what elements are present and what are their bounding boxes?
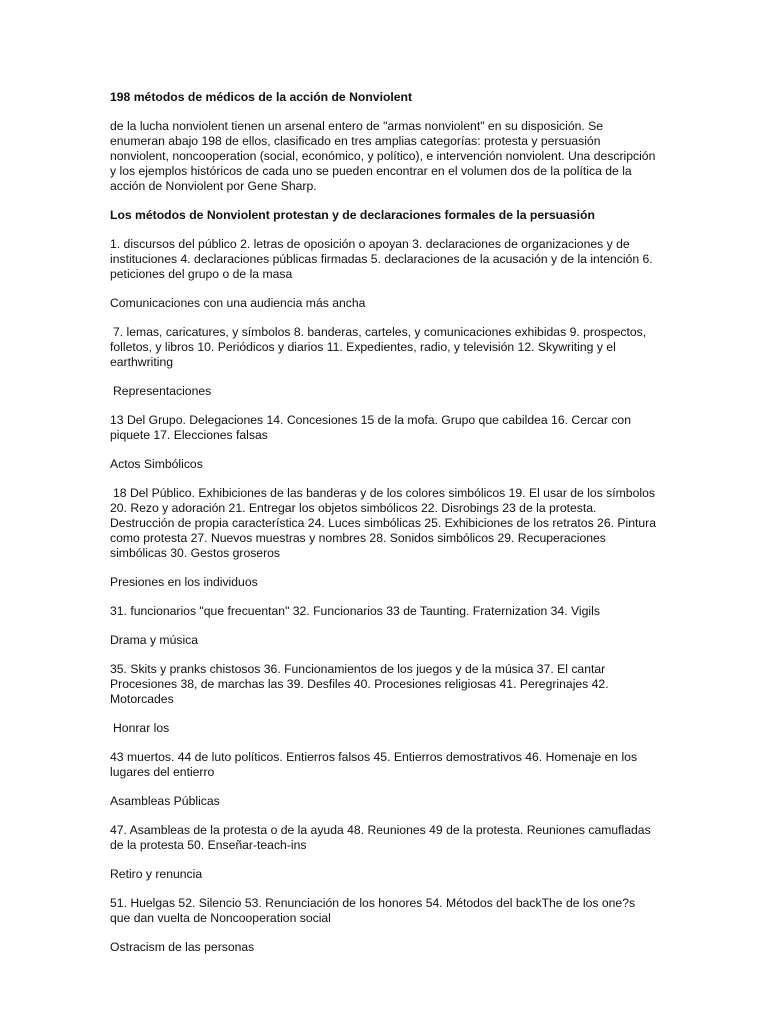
subheading-asambleas: Asambleas Públicas: [110, 794, 220, 808]
document-page: [110, 90, 658, 969]
methods-paragraph-3: 13 Del Grupo. Delegaciones 14. Concesiones 15 de la mofa. Grupo que cabildea 16. Cercar con piquete 17. Elecciones falsas: [110, 413, 631, 442]
intro-paragraph: de la lucha nonviolent tienen un arsenal entero de "armas nonviolent" en su disposición. Se enumeran abajo 198 de ellos, clasificado en tres amplias categorías: protesta y persuasión nonviolent, noncooperation (social, económico, y político), e intervención nonviolent. Una descripción y los ejemplos históricos de cada uno se pueden encontrar en el volumen dos de la política de la acción de Nonviolent por Gene Sharp.: [110, 119, 656, 193]
subheading-presiones: Presiones en los individuos: [110, 575, 258, 589]
subheading-honrar: Honrar los: [113, 721, 170, 735]
methods-paragraph-2: 7. lemas, caricatures, y símbolos 8. banderas, carteles, y comunicaciones exhibidas 9. prospectos, folletos, y libros 10. Periódicos y diarios 11. Expedientes, radio, y televisión 12. Skywriting y el earthwriting: [110, 325, 647, 369]
subheading-comunicaciones: Comunicaciones con una audiencia más ancha: [110, 296, 366, 310]
subheading-representaciones: Representaciones: [113, 384, 212, 398]
section-heading: Los métodos de Nonviolent protestan y de declaraciones formales de la persuasión: [110, 208, 595, 222]
subheading-retiro: Retiro y renuncia: [110, 867, 203, 881]
subheading-drama-musica: Drama y música: [110, 633, 199, 647]
subheading-actos-simbolicos: Actos Simbólicos: [110, 457, 203, 471]
methods-paragraph-1: 1. discursos del público 2. letras de oposición o apoyan 3. declaraciones de organizaciones y de instituciones 4. declaraciones públicas firmadas 5. declaraciones de la acusación y de la intención 6. peticiones del grupo o de la masa: [110, 237, 653, 281]
methods-paragraph-9: 51. Huelgas 52. Silencio 53. Renunciación de los honores 54. Métodos del backThe de los one?s que dan vuelta de Noncooperation social: [110, 896, 636, 925]
methods-paragraph-5: 31. funcionarios "que frecuentan" 32. Funcionarios 33 de Taunting. Fraternization 34. Vigils: [110, 604, 600, 618]
subheading-ostracism: Ostracism de las personas: [110, 940, 255, 954]
methods-paragraph-8: 47. Asambleas de la protesta o de la ayuda 48. Reuniones 49 de la protesta. Reuniones camufladas de la protesta 50. Enseñar-teach-ins: [110, 823, 651, 852]
methods-paragraph-4: 18 Del Público. Exhibiciones de las banderas y de los colores simbólicos 19. El usar de los símbolos 20. Rezo y adoración 21. Entregar los objetos simbólicos 22. Disrobings 23 de la protesta. Destrucción de propia característica 24. Luces simbólicas 25. Exhibiciones de los retratos 26. Pintura como protesta 27. Nuevos muestras y nombres 28. Sonidos simbólicos 29. Recuperaciones simbólicas 30. Gestos groseros: [110, 486, 657, 560]
methods-paragraph-6: 35. Skits y pranks chistosos 36. Funcionamientos de los juegos y de la música 37. El cantar Procesiones 38, de marchas las 39. Desfiles 40. Procesiones religiosas 41. Peregrinajes 42. Motorcades: [110, 662, 609, 706]
document-title: 198 métodos de médicos de la acción de Nonviolent: [110, 90, 413, 104]
methods-paragraph-7: 43 muertos. 44 de luto políticos. Entierros falsos 45. Entierros demostrativos 46. Homenaje en los lugares del entierro: [110, 750, 638, 779]
